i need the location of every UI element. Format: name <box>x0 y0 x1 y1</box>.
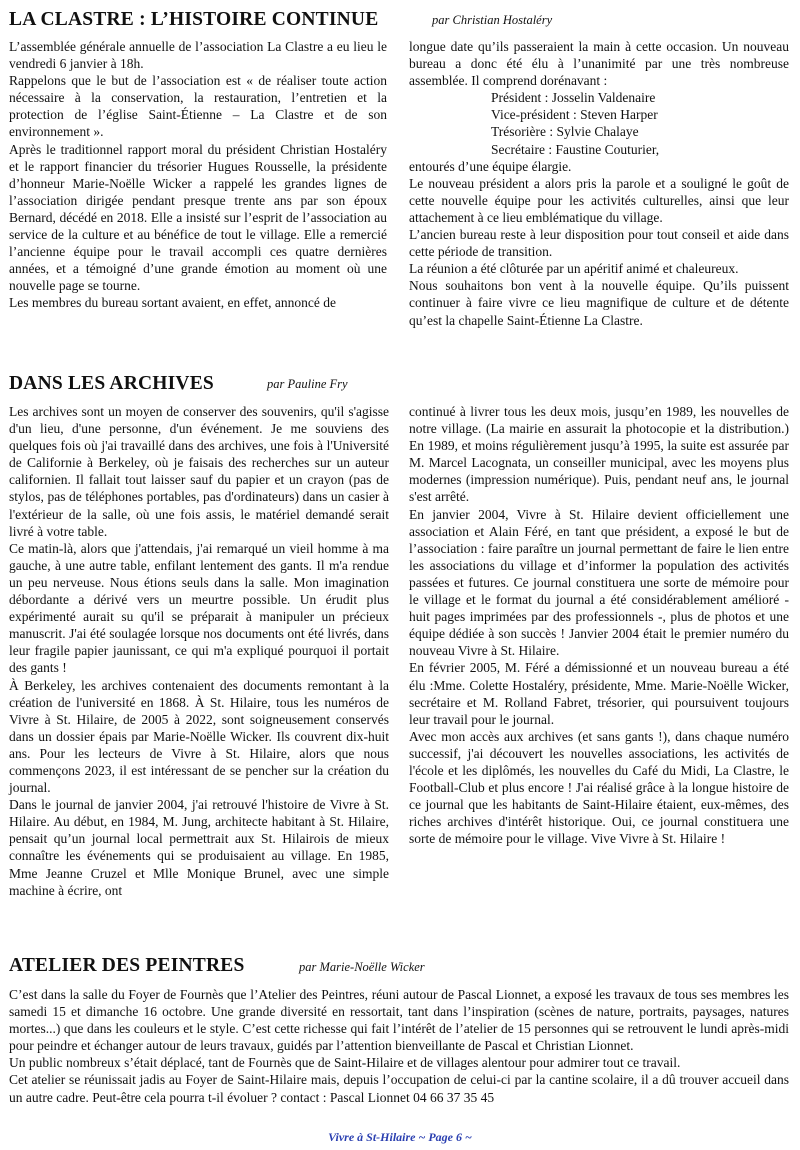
paragraph: Cet atelier se réunissait jadis au Foyer de Saint-Hilaire mais, depuis l’occupation de celui-ci par la cantine scolaire, il a dû trouver accueil dans un autre cadre. Peut-être cela pourra t-il évoluer ? contact : Pascal Lionnet 04 66 37 35 45 <box>9 1072 789 1105</box>
atelier-body <box>9 986 789 1106</box>
archives-header <box>9 373 214 397</box>
atelier-headline: ATELIER DES PEINTRES <box>9 955 245 976</box>
paragraph: C’est dans la salle du Foyer de Fournès que l’Atelier des Peintres, réuni autour de Pascal Lionnet, a exposé les travaux de tous ses membres les samedi 15 et dimanche 16 octobre. Une grande diversité en ressortait, tant dans l’inspiration (scènes de nature, portraits, paysages, natures mortes...) que dans les couleurs et le style. C’est cette richesse qui fait l’intérêt de l’atelier de 15 personnes qui se retrouvent le lundi après-midi pour peindre et échanger autour de leurs travaux, guidés par l’attention bienveillante de Pascal et Christian Lionnet. <box>9 987 789 1054</box>
officer-president: Président : Josselin Valdenaire <box>491 90 656 106</box>
paragraph: Ce matin-là, alors que j'attendais, j'ai remarqué un vieil homme à ma gauche, à une autre table, enfilant lentement des gants. Il m'a rendue un peu nerveuse. Nous étions seuls dans la salle. Mon imagination débordante a dérivé vers un meurtre possible. Un érudit plus expérimenté aurait su qu'il se préparait à manipuler un précieux manuscrit. J'ai été soulagée lorsque nos documents ont été livrés, dans leur fragile papier jaunissant, ce qui m'a expliqué pourquoi il portait des gants ! <box>9 540 389 676</box>
paragraph: L’assemblée générale annuelle de l’association La Clastre a eu lieu le vendredi 6 janvier à 18h. <box>9 39 387 72</box>
paragraph: Un public nombreux s’était déplacé, tant de Fournès que de Saint-Hilaire et de villages alentour pour admirer tout ce travail. <box>9 1055 681 1071</box>
clastre-byline: par Christian Hostaléry <box>432 13 553 27</box>
paragraph: La réunion a été clôturée par un apéritif animé et chaleureux. <box>409 261 739 277</box>
paragraph: Dans le journal de janvier 2004, j'ai retrouvé l'histoire de Vivre à St. Hilaire. Au début, en 1984, M. Jung, architecte habitant à St. Hilaire, pensait qu’un journal local permettrait aux St. Hilairois de mieux connaître les événements qui se produisaient au village. En 1985, Mme Jeanne Cruzel et Mlle Monique Brunel, avec une simple machine à écrire, ont <box>9 797 389 898</box>
officer-treasurer: Trésorière : Sylvie Chalaye <box>491 124 639 140</box>
officer-vice-president: Vice-président : Steven Harper <box>491 107 658 123</box>
clastre-right-column <box>409 38 789 329</box>
officers-list <box>409 89 789 157</box>
paragraph: Les membres du bureau sortant avaient, en effet, annoncé de <box>9 295 336 311</box>
paragraph: L’ancien bureau reste à leur disposition pour tout conseil et aide dans cette période de transition. <box>409 227 789 260</box>
paragraph: longue date qu’ils passeraient la main à cette occasion. Un nouveau bureau a donc été élu à l’unanimité par une très nombreuse assemblée. Il comprend dorénavant : <box>409 39 789 89</box>
paragraph: À Berkeley, les archives contenaient des documents remontant à la création de l'université en 1868. À St. Hilaire, tous les numéros de Vivre à St. Hilaire, de 2005 à 2022, sont soigneusement conservés dans un dossier épais par Marie-Noëlle Wicker. Ils couvrent dix-huit ans. Pour les lecteurs de Vivre à St. Hilaire, alors que nous commençons 2023, il est intéressant de se pencher sur la création du journal. <box>9 677 389 796</box>
clastre-left-column <box>9 38 387 312</box>
paragraph: Avec mon accès aux archives (et sans gants !), dans chaque numéro successif, j'ai découvert les nouvelles associations, les activités de l'école et les diplômés, les nouvelles du Café du Midi, La Clastre, le Football-Club et plus encore ! J'ai réalisé grâce à la longue histoire de ce journal que les habitants de Saint-Hilaire étaient, eux-mêmes, des riches archives d'intérêt historique. Oui, ce journal constituera une sorte de mémoire pour le village. Vive Vivre à St. Hilaire ! <box>409 728 789 847</box>
paragraph: Le nouveau président a alors pris la parole et a souligné le goût de cette nouvelle équipe pour les activités culturelles, ainsi que leur attachement à ce lieu emblématique du village. <box>409 175 789 225</box>
paragraph: Nous souhaitons bon vent à la nouvelle équipe. Qu’ils puissent continuer à faire vivre ce lieu magnifique de culture et de détente qu’est la chapelle Saint-Étienne La Clastre. <box>409 278 789 328</box>
paragraph: entourés d’une équipe élargie. <box>409 158 572 174</box>
paragraph: En février 2005, M. Féré a démissionné et un nouveau bureau a été élu :Mme. Colette Hostaléry, présidente, Mme. Marie-Noëlle Wicker, secrétaire et M. Rolland Fabret, trésorier, qui poursuivent toujours leur travail pour le journal. <box>409 660 789 727</box>
atelier-byline: par Marie-Noëlle Wicker <box>299 960 425 974</box>
clastre-headline: LA CLASTRE : L’HISTOIRE CONTINUE <box>9 9 379 30</box>
paragraph: Rappelons que le but de l’association est « de réaliser toute action nécessaire à la conservation, la restauration, l’entretien et la protection de l’église Saint-Étienne – La Clastre et de son environnement ». <box>9 73 387 140</box>
clastre-header <box>9 9 378 33</box>
archives-right-column <box>409 403 789 847</box>
atelier-header <box>9 955 245 979</box>
paragraph: Les archives sont un moyen de conserver des souvenirs, qu'il s'agisse d'un lieu, d'une personne, d'un événement. Je me souviens des quelques fois où j'ai travaillé dans des archives, une fois à l'Université de Californie à Berkeley, où je faisais des recherches sur un auteur californien. Il fallait tout laisser sauf du papier et un crayon (pas de stylos, pas de téléphones portables, pas d'ordinateurs) dans un casier à l'extérieur de la salle, où une fois assis, le matériel demandé serait livré à votre table. <box>9 404 389 539</box>
paragraph: En janvier 2004, Vivre à St. Hilaire devient officiellement une association et Alain Féré, en tant que président, a exposé le but de l’association : faire paraître un journal permettant de faire le lien entre les associations du village et d’informer la population des activités passées et futures. Ce journal constituera une sorte de mémoire pour le village et le format du journal a été considérablement amélioré - huit pages imprimées par des professionnels -, plus de photos et une équipe dédiée à son succès ! Janvier 2004 était le premier numéro du nouveau Vivre à St. Hilaire. <box>409 506 789 659</box>
archives-byline: par Pauline Fry <box>267 377 348 391</box>
paragraph: Après le traditionnel rapport moral du président Christian Hostaléry et le rapport financier du trésorier Hugues Rousselle, la présidente d’honneur Marie-Noëlle Wicker a rappelé les grandes lignes de l’association dirigée pendant presque trente ans par son époux Bernard, décédé en 2018. Elle a insisté sur l’esprit de l’association au service de la culture et au bénéfice de tout le village. Elle a remercié l’ancienne équipe pour le travail accompli ces quatre dernières années, et a témoigné d’une grande émotion au moment où une nouvelle page se tourne. <box>9 141 387 294</box>
archives-headline: DANS LES ARCHIVES <box>9 373 214 394</box>
archives-left-column <box>9 403 389 899</box>
officer-secretary: Secrétaire : Faustine Couturier, <box>491 141 660 157</box>
paragraph: continué à livrer tous les deux mois, jusqu’en 1989, les nouvelles de notre village. (La mairie en assurait la photocopie et la distribution.) En 1989, et moins régulièrement jusqu’à 1995, la suite est assurée par M. Marcel Lacognata, un conseiller municipal, avec les moyens plus modernes (impression numérique). Puis, pendant neuf ans, le journal s'est arrêté. <box>409 404 789 505</box>
page-footer: Vivre à St-Hilaire ~ Page 6 ~ <box>328 1130 472 1144</box>
